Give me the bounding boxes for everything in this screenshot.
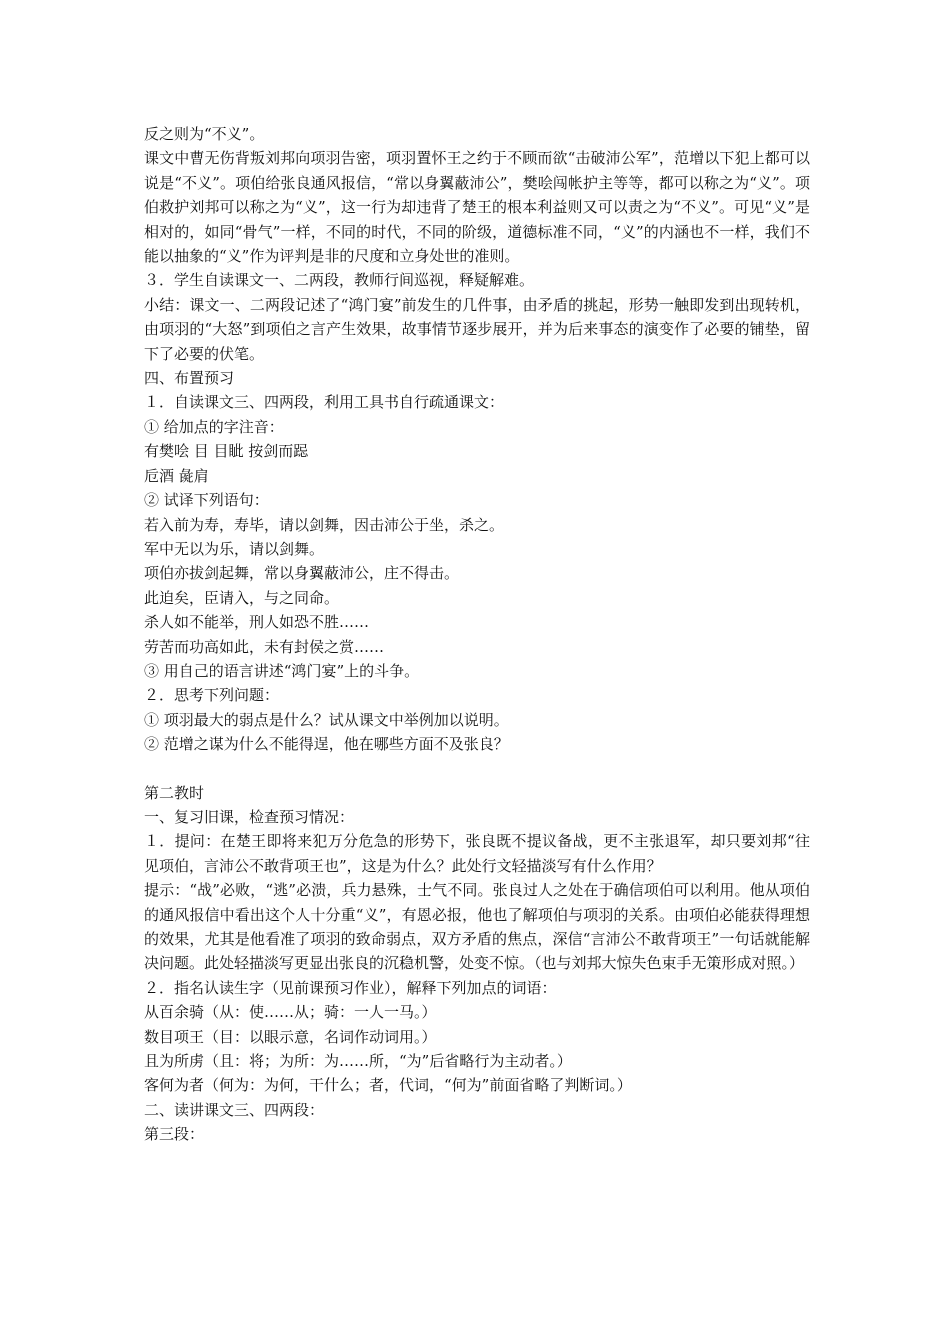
section-heading: 四、布置预习 (144, 369, 235, 388)
paragraph: 项伯亦拔剑起舞，常以身翼蔽沛公，庄不得击。 (144, 564, 460, 583)
blank-line (144, 757, 810, 781)
document-body (144, 122, 810, 1147)
paragraph: 若入前为寿，寿毕，请以剑舞，因击沛公于坐，杀之。 (144, 515, 505, 534)
paragraph: 小结：课文一、二两段记述了“鸿门宴”前发生的几件事，由矛盾的挑起，形势一触即发到出现转机，由项羽的“大怒”到项伯之言产生效果，故事情节逐步展开，并为后来事态的演变作了必要的铺垫，留下了必要的伏笔。 (144, 295, 810, 363)
paragraph: 从百余骑（从：使……从；骑：一人一马。） (144, 1003, 437, 1022)
paragraph: 反之则为“不义”。 (144, 125, 265, 143)
paragraph: 一、复习旧课，检查预习情况： (144, 807, 355, 826)
paragraph: 劳苦而功高如此，未有封侯之赏…… (144, 637, 385, 656)
paragraph: １．自读课文三、四两段，利用工具书自行疏通课文： (144, 393, 505, 412)
paragraph: 军中无以为乐，请以剑舞。 (144, 539, 325, 558)
section-heading: 第二教时 (144, 783, 205, 802)
paragraph: 此迫矣，臣请入，与之同命。 (144, 588, 340, 607)
paragraph: ① 项羽最大的弱点是什么？试从课文中举例加以说明。 (144, 710, 509, 729)
paragraph: 卮酒 彘肩 (144, 466, 209, 485)
paragraph: ③ 用自己的语言讲述“鸿门宴”上的斗争。 (144, 661, 420, 680)
paragraph: 第三段： (144, 1125, 205, 1144)
paragraph: 二、读讲课文三、四两段： (144, 1100, 325, 1119)
paragraph: 有樊哙 目 目眦 按剑而跽 (144, 442, 309, 461)
paragraph: ２．思考下列问题： (144, 686, 280, 705)
paragraph: 课文中曹无伤背叛刘邦向项羽告密，项羽置怀王之约于不顾而欲“击破沛公军”，范增以下犯上都可以说是“不义”。项伯给张良通风报信，“常以身翼蔽沛公”，樊哙闯帐护主等等，都可以称之为“义”。项伯救护刘邦可以称之为“义”，这一行为却违背了楚王的根本利益则又可以责之为“不义”。可见“义”是相对的，如同“骨气”一样，不同的时代，不同的阶级，道德标准不同，“义”的内涵也不一样，我们不能以抽象的“义”作为评判是非的尺度和立身处世的准则。 (144, 149, 810, 266)
paragraph: ② 范增之谋为什么不能得逞，他在哪些方面不及张良？ (144, 735, 509, 754)
paragraph: １．提问：在楚王即将来犯万分危急的形势下，张良既不提议备战，更不主张退军，却只要刘邦“往见项伯，言沛公不敢背项王也”，这是为什么？此处行文轻描淡写有什么作用？ (144, 832, 810, 875)
paragraph: 数目项王（目：以眼示意，名词作动词用。） (144, 1027, 437, 1046)
paragraph: 客何为者（何为：为何，干什么；者，代词，“何为”前面省略了判断词。） (144, 1076, 632, 1095)
paragraph: 提示：“战”必败，“逃”必溃，兵力悬殊，士气不同。张良过人之处在于确信项伯可以利用。他从项伯的通风报信中看出这个人十分重“义”，有恩必报，他也了解项伯与项羽的关系。由项伯必能获得理想的效果，尤其是他看准了项羽的致命弱点，双方矛盾的焦点，深信“言沛公不敢背项王”一句话就能解决问题。此处轻描淡写更显出张良的沉稳机警，处变不惊。（也与刘邦大惊失色束手无策形成对照。） (144, 881, 810, 973)
paragraph: ② 试译下列语句： (144, 491, 269, 510)
paragraph: 杀人如不能举，刑人如恐不胜…… (144, 613, 370, 632)
paragraph: ３．学生自读课文一、二两段，教师行间巡视，释疑解难。 (144, 271, 535, 290)
paragraph: ２．指名认读生字（见前课预习作业），解释下列加点的词语： (144, 978, 557, 997)
paragraph: 且为所虏（且：将；为所：为……所，“为”后省略行为主动者。） (144, 1052, 572, 1071)
paragraph: ① 给加点的字注音： (144, 417, 284, 436)
